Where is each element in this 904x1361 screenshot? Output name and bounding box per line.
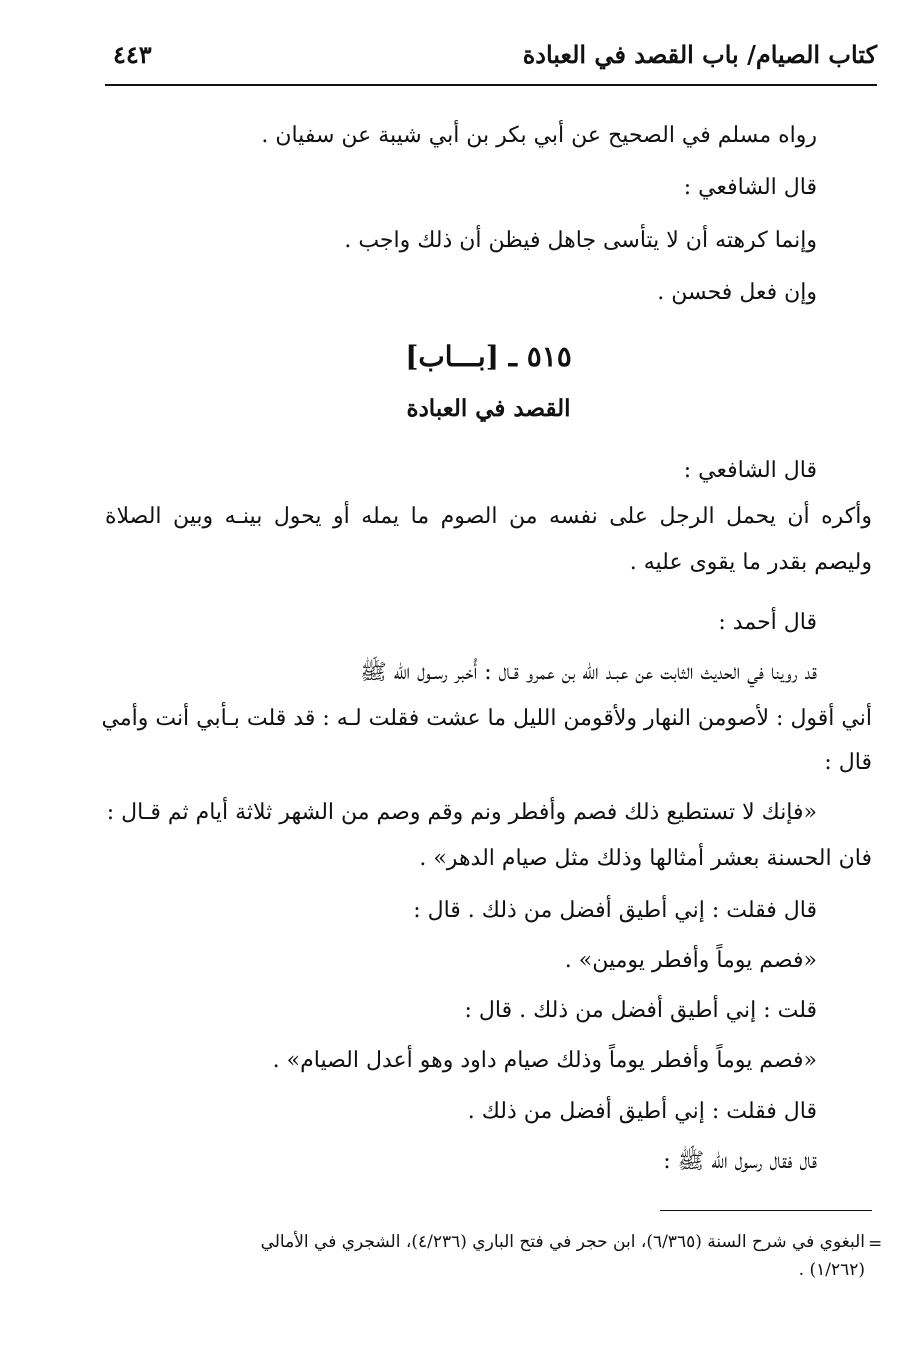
quote-line: «فإنك لا تستطيع ذلك فصم وأفطر ونم وقم وصم من الشهر ثلاثة أيام ثم قـال : (106, 800, 817, 825)
chapter-subtitle: القصد في العبادة (406, 395, 571, 422)
text-line: قال الشافعي : (683, 175, 817, 200)
running-header-title: كتاب الصيام/ باب القصد في العبادة (522, 40, 877, 69)
header-divider (105, 84, 877, 86)
chapter-heading: ٥١٥ ـ [بـــاب] (405, 340, 572, 373)
text-line: قال : (824, 750, 872, 775)
text-line: قال فقلت : إني أطيق أفضل من ذلك . (467, 1099, 817, 1124)
text-line: قال فقلت : إني أطيق أفضل من ذلك . قال : (413, 898, 817, 923)
text-line: قلت : إني أطيق أفضل من ذلك . قال : (464, 998, 817, 1023)
opening-paragraphs (105, 110, 872, 310)
footnote-line: (١/٢٦٢) . (798, 1260, 865, 1280)
text-line: قال فقال رسول الله ﷺ : (663, 1149, 817, 1174)
text-line: وأكره أن يحمل الرجل على نفسه من الصوم ما يمله أو يحول بينـه وبين الصلاة (105, 504, 872, 529)
text-line: رواه مسلم في الصحيح عن أبي بكر بن أبي شيبة عن سفيان . (261, 123, 817, 148)
text-line: قال الشافعي : (683, 458, 817, 483)
footnote-divider (660, 1210, 872, 1211)
text-line: قال أحمد : (718, 610, 817, 635)
quote-line: «فصم يوماً وأفطر يوماً وذلك صيام داود وهو أعدل الصيام» . (272, 1048, 817, 1073)
footnote-marker: = (868, 1234, 883, 1254)
footnote (105, 1228, 865, 1284)
page-number: ٤٤٣ (113, 40, 152, 69)
chapter-body (101, 445, 872, 1195)
text-line: أني أقول : لأصومن النهار ولأقومن الليل ما عشت فقلت لـه : قد قلت بـأبي أنت وأمي (101, 706, 872, 731)
quote-line: «فصم يوماً وأفطر يومين» . (564, 948, 817, 973)
text-line: قد روينا في الحديث الثابت عن عبـد الله بن عمرو قـال : أُخبر رسـول الله ﷺ (360, 660, 817, 685)
text-line: وليصم بقدر ما يقوى عليه . (629, 550, 872, 575)
text-line: وإنما كرهته أن لا يتأسى جاهل فيظن أن ذلك واجب . (344, 228, 817, 253)
footnote-line: البغوي في شرح السنة (٦/٣٦٥)، ابن حجر في فتح الباري (٤/٢٣٦)، الشجري في الأمالي (260, 1232, 865, 1252)
quote-line: فان الحسنة بعشر أمثالها وذلك مثل صيام الدهر» . (419, 846, 872, 871)
text-line: وإن فعل فحسن . (657, 280, 817, 305)
running-header (105, 36, 877, 84)
